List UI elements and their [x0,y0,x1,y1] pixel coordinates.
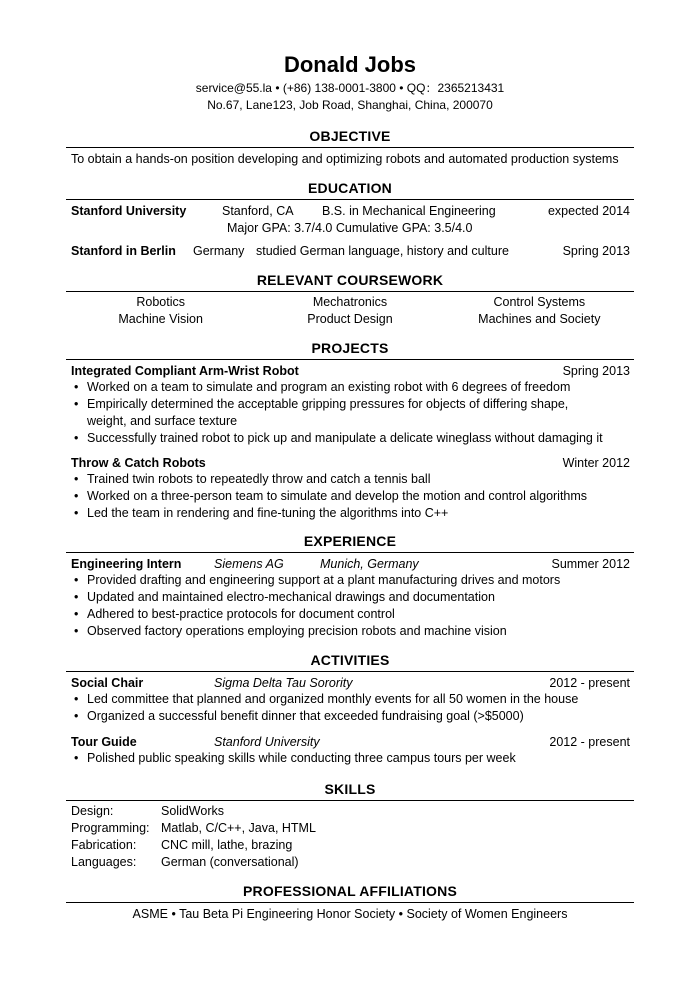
project-header [66,363,634,379]
activity-date: 2012 - present [549,735,630,749]
degree: B.S. in Mechanical Engineering [322,204,496,218]
section-title: EDUCATION [66,180,634,200]
section-title: EXPERIENCE [66,533,634,553]
list-item: • Led the team in rendering and fine-tuning the algorithms into C++ [66,505,634,522]
course-item: Machine Vision [118,312,203,326]
list-item: • Empirically determined the acceptable gripping pressures for objects of differing shape, weight, and surface texture [66,396,634,430]
section-title: SKILLS [66,781,634,801]
project-date: Winter 2012 [562,456,630,470]
coursework-section [66,272,634,328]
school-location: Germany [193,244,245,258]
job-role: Engineering Intern [71,557,182,571]
education-entry [66,243,634,259]
skill-value: CNC mill, lathe, brazing [161,838,293,852]
job-date: Summer 2012 [551,557,630,571]
project-name: Integrated Compliant Arm-Wrist Robot [71,364,299,378]
course-item: Machines and Society [478,312,601,326]
list-item: • Polished public speaking skills while conducting three campus tours per week [66,750,634,767]
activity-role: Tour Guide [71,735,137,749]
affiliations-text: ASME • Tau Beta Pi Engineering Honor Society • Society of Women Engineers [132,907,568,921]
list-item: • Provided drafting and engineering support at a plant manufacturing drives and motors [66,572,634,589]
affiliations-section [66,883,634,922]
skill-row [66,803,634,820]
course-item: Control Systems [493,295,586,309]
skills-table [66,803,634,871]
activity-bullets [66,691,634,725]
activity-org: Stanford University [214,735,320,749]
section-title: PROJECTS [66,340,634,360]
degree: studied German language, history and culture [256,244,509,258]
course-item: Product Design [307,312,393,326]
experience-section [66,533,634,640]
list-item: • Organized a successful benefit dinner that exceeded fundraising goal (>$5000) [66,708,634,725]
project-name: Throw & Catch Robots [71,456,206,470]
list-item: • Trained twin robots to repeatedly throw and catch a tennis ball [66,471,634,488]
education-date: expected 2014 [547,204,630,218]
project-header [66,455,634,471]
education-entry [66,203,634,219]
list-item: • Updated and maintained electro-mechanical drawings and documentation [66,589,634,606]
skill-value: German (conversational) [161,855,299,869]
skills-section [66,781,634,871]
skill-value: SolidWorks [161,804,224,818]
contact-line: service@55.la • (+86) 138-0001-3800 • QQ：2365213431 [195,81,505,95]
list-item: • Led committee that planned and organized monthly events for all 50 women in the house [66,691,634,708]
experience-header [66,556,634,572]
experience-bullets [66,572,634,640]
gpa-row [66,220,634,236]
section-title: PROFESSIONAL AFFILIATIONS [66,883,634,903]
project-bullets [66,379,634,447]
job-location: Munich, Germany [320,557,419,571]
school-name: Stanford University [71,204,187,218]
list-item: • Observed factory operations employing precision robots and machine vision [66,623,634,640]
education-section [66,180,634,259]
candidate-name: Donald Jobs [283,52,416,77]
section-title: RELEVANT COURSEWORK [66,272,634,292]
job-org: Siemens AG [214,557,284,571]
skill-label: Design: [71,804,114,818]
address-line: No.67, Lane123, Job Road, Shanghai, China, 200070 [207,98,493,112]
activity-org: Sigma Delta Tau Sorority [214,676,353,690]
activities-section [66,652,634,767]
course-item: Mechatronics [312,295,388,309]
activity-bullets [66,750,634,767]
section-title: ACTIVITIES [66,652,634,672]
activity-header [66,734,634,750]
skill-label: Programming: [71,821,150,835]
section-title: OBJECTIVE [66,128,634,148]
education-date: Spring 2013 [562,244,630,258]
skill-label: Fabrication: [71,838,137,852]
skill-label: Languages: [71,855,137,869]
activity-header [66,675,634,691]
school-name: Stanford in Berlin [71,244,176,258]
list-item: • Successfully trained robot to pick up and manipulate a delicate wineglass without damaging it [66,430,634,447]
list-item: • Adhered to best-practice protocols for document control [66,606,634,623]
list-item: • Worked on a three-person team to simulate and develop the motion and control algorithms [66,488,634,505]
activity-role: Social Chair [71,676,144,690]
skill-row [66,854,634,871]
project-date: Spring 2013 [562,364,630,378]
objective-section [66,128,634,167]
project-bullets [66,471,634,522]
school-location: Stanford, CA [222,204,294,218]
activity-date: 2012 - present [549,676,630,690]
skill-row [66,837,634,854]
course-item: Robotics [136,295,185,309]
coursework-grid [66,294,634,328]
skill-value: Matlab, C/C++, Java, HTML [161,821,316,835]
gpa-detail: Major GPA: 3.7/4.0 Cumulative GPA: 3.5/4.0 [227,221,473,235]
projects-section [66,340,634,522]
skill-row [66,820,634,837]
list-item: • Worked on a team to simulate and program an existing robot with 6 degrees of freedom [66,379,634,396]
objective-text: To obtain a hands-on position developing and optimizing robots and automated production systems [71,152,619,166]
